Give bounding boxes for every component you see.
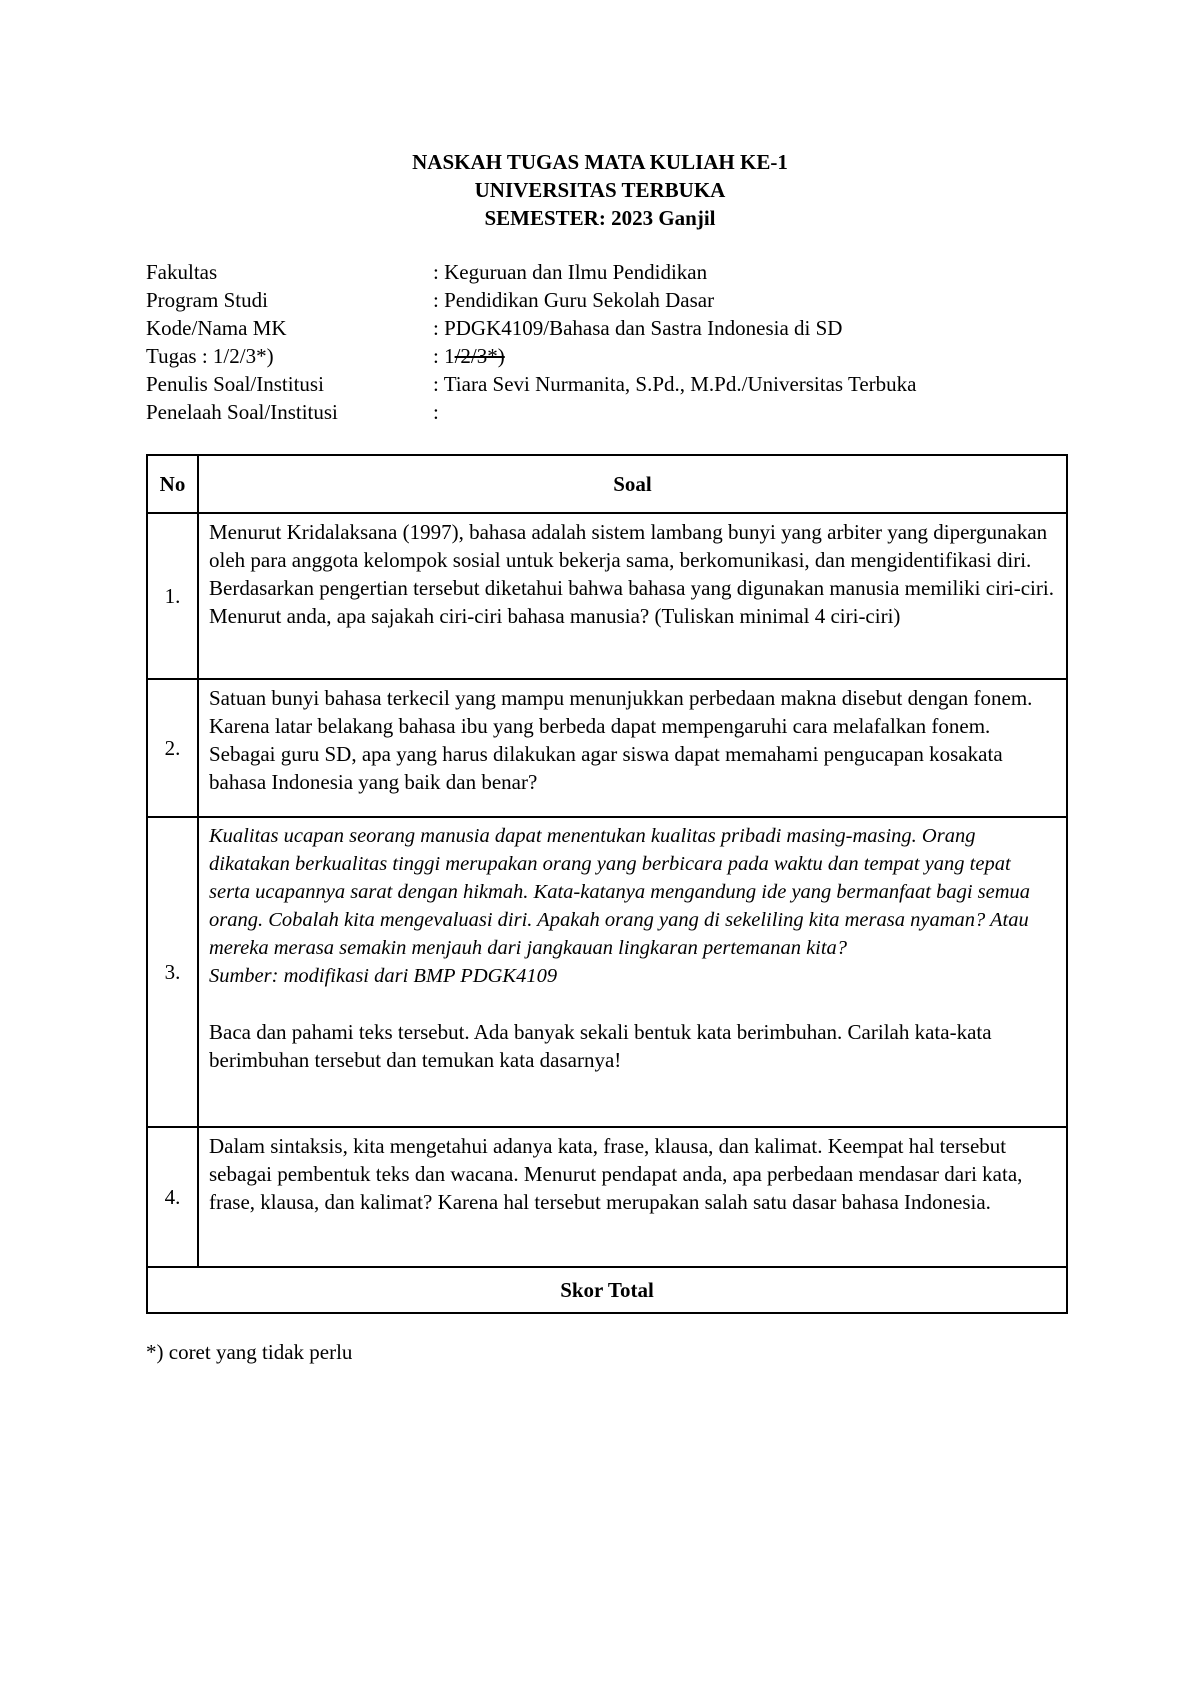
question-text: [198, 679, 1067, 817]
reading-passage: Kualitas ucapan seorang manusia dapat menentukan kualitas pribadi masing-masing. Orang dikatakan berkualitas tinggi merupakan orang yang berbicara pada waktu dan tempat yang tepat serta ucapannya sarat dengan hikmah. Kata-katanya mengandung ide yang bermanfaat bagi semua orang. Cobalah kita mengevaluasi diri. Apakah orang yang di sekeliling kita merasa nyaman? Atau mereka merasa semakin menjauh dari jangkauan lingkaran pertemanan kita?: [209, 825, 1031, 959]
passage-source: Sumber: modifikasi dari BMP PDGK4109: [209, 965, 558, 987]
info-value: :: [433, 400, 439, 424]
question-body: Menurut Kridalaksana (1997), bahasa adalah sistem lambang bunyi yang arbiter yang dipergunakan oleh para anggota kelompok sosial untuk bekerja sama, berkomunikasi, dan mengidentifikasi diri. Berdasarkan pengertian tersebut diketahui bahwa bahasa yang digunakan manusia memiliki ciri-ciri. Menurut anda, apa sajakah ciri-ciri bahasa manusia? (Tuliskan minimal 4 ciri-ciri): [209, 520, 1054, 628]
info-value: [433, 342, 505, 370]
total-score-label: Skor Total: [147, 1267, 1067, 1313]
info-label: Penulis Soal/Institusi: [146, 372, 324, 396]
info-label: Kode/Nama MK: [146, 316, 287, 340]
info-fakultas: [146, 258, 916, 286]
info-label: Program Studi: [146, 288, 268, 312]
question-body: Dalam sintaksis, kita mengetahui adanya kata, frase, klausa, dan kalimat. Keempat hal tersebut sebagai pembentuk teks dan wacana. Menurut pendapat anda, apa perbedaan mendasar dari kata, frase, klausa, dan kalimat? Karena hal tersebut merupakan salah satu dasar bahasa Indonesia.: [209, 1134, 1023, 1214]
info-tugas: [146, 342, 916, 370]
total-score-row: [147, 1267, 1067, 1313]
info-label: Fakultas: [146, 260, 218, 284]
info-penulis: [146, 370, 916, 398]
table-row: [147, 513, 1067, 679]
info-value: : Keguruan dan Ilmu Pendidikan: [433, 260, 708, 284]
tugas-struck-options: /2/3*): [454, 344, 505, 368]
info-label: Tugas : 1/2/3*): [146, 344, 274, 368]
info-value: : PDGK4109/Bahasa dan Sastra Indonesia di SD: [433, 316, 843, 340]
question-body: Baca dan pahami teks tersebut. Ada banyak sekali bentuk kata berimbuhan. Carilah kata-kata berimbuhan tersebut dan temukan kata dasarnya!: [209, 1020, 992, 1072]
info-value: : Pendidikan Guru Sekolah Dasar: [433, 288, 715, 312]
question-number: 1.: [147, 513, 198, 679]
tugas-selected: : 1: [433, 344, 455, 368]
question-number: 3.: [147, 817, 198, 1127]
document-title: [0, 148, 1200, 232]
question-table: [146, 454, 1068, 1314]
table-row: [147, 817, 1067, 1127]
table-row: [147, 1127, 1067, 1267]
course-info: [146, 258, 916, 426]
column-header-soal: Soal: [198, 455, 1067, 513]
table-header-row: [147, 455, 1067, 513]
title-line-3: SEMESTER: 2023 Ganjil: [484, 206, 716, 230]
info-penelaah: [146, 398, 916, 426]
question-number: 2.: [147, 679, 198, 817]
info-label: Penelaah Soal/Institusi: [146, 400, 338, 424]
title-line-1: NASKAH TUGAS MATA KULIAH KE-1: [412, 150, 788, 174]
column-header-no: No: [147, 455, 198, 513]
question-text: [198, 513, 1067, 679]
table-row: [147, 679, 1067, 817]
question-number: 4.: [147, 1127, 198, 1267]
title-line-2: UNIVERSITAS TERBUKA: [474, 178, 726, 202]
info-kode-mk: [146, 314, 916, 342]
question-text: [198, 1127, 1067, 1267]
footnote: *) coret yang tidak perlu: [146, 1340, 353, 1364]
info-program-studi: [146, 286, 916, 314]
question-text: [198, 817, 1067, 1127]
spacer: [209, 990, 1056, 1018]
info-value: : Tiara Sevi Nurmanita, S.Pd., M.Pd./Universitas Terbuka: [433, 372, 917, 396]
question-body: Satuan bunyi bahasa terkecil yang mampu menunjukkan perbedaan makna disebut dengan fonem. Karena latar belakang bahasa ibu yang berbeda dapat mempengaruhi cara melafalkan fonem. Sebagai guru SD, apa yang harus dilakukan agar siswa dapat memahami pengucapan kosakata bahasa Indonesia yang baik dan benar?: [209, 686, 1033, 794]
